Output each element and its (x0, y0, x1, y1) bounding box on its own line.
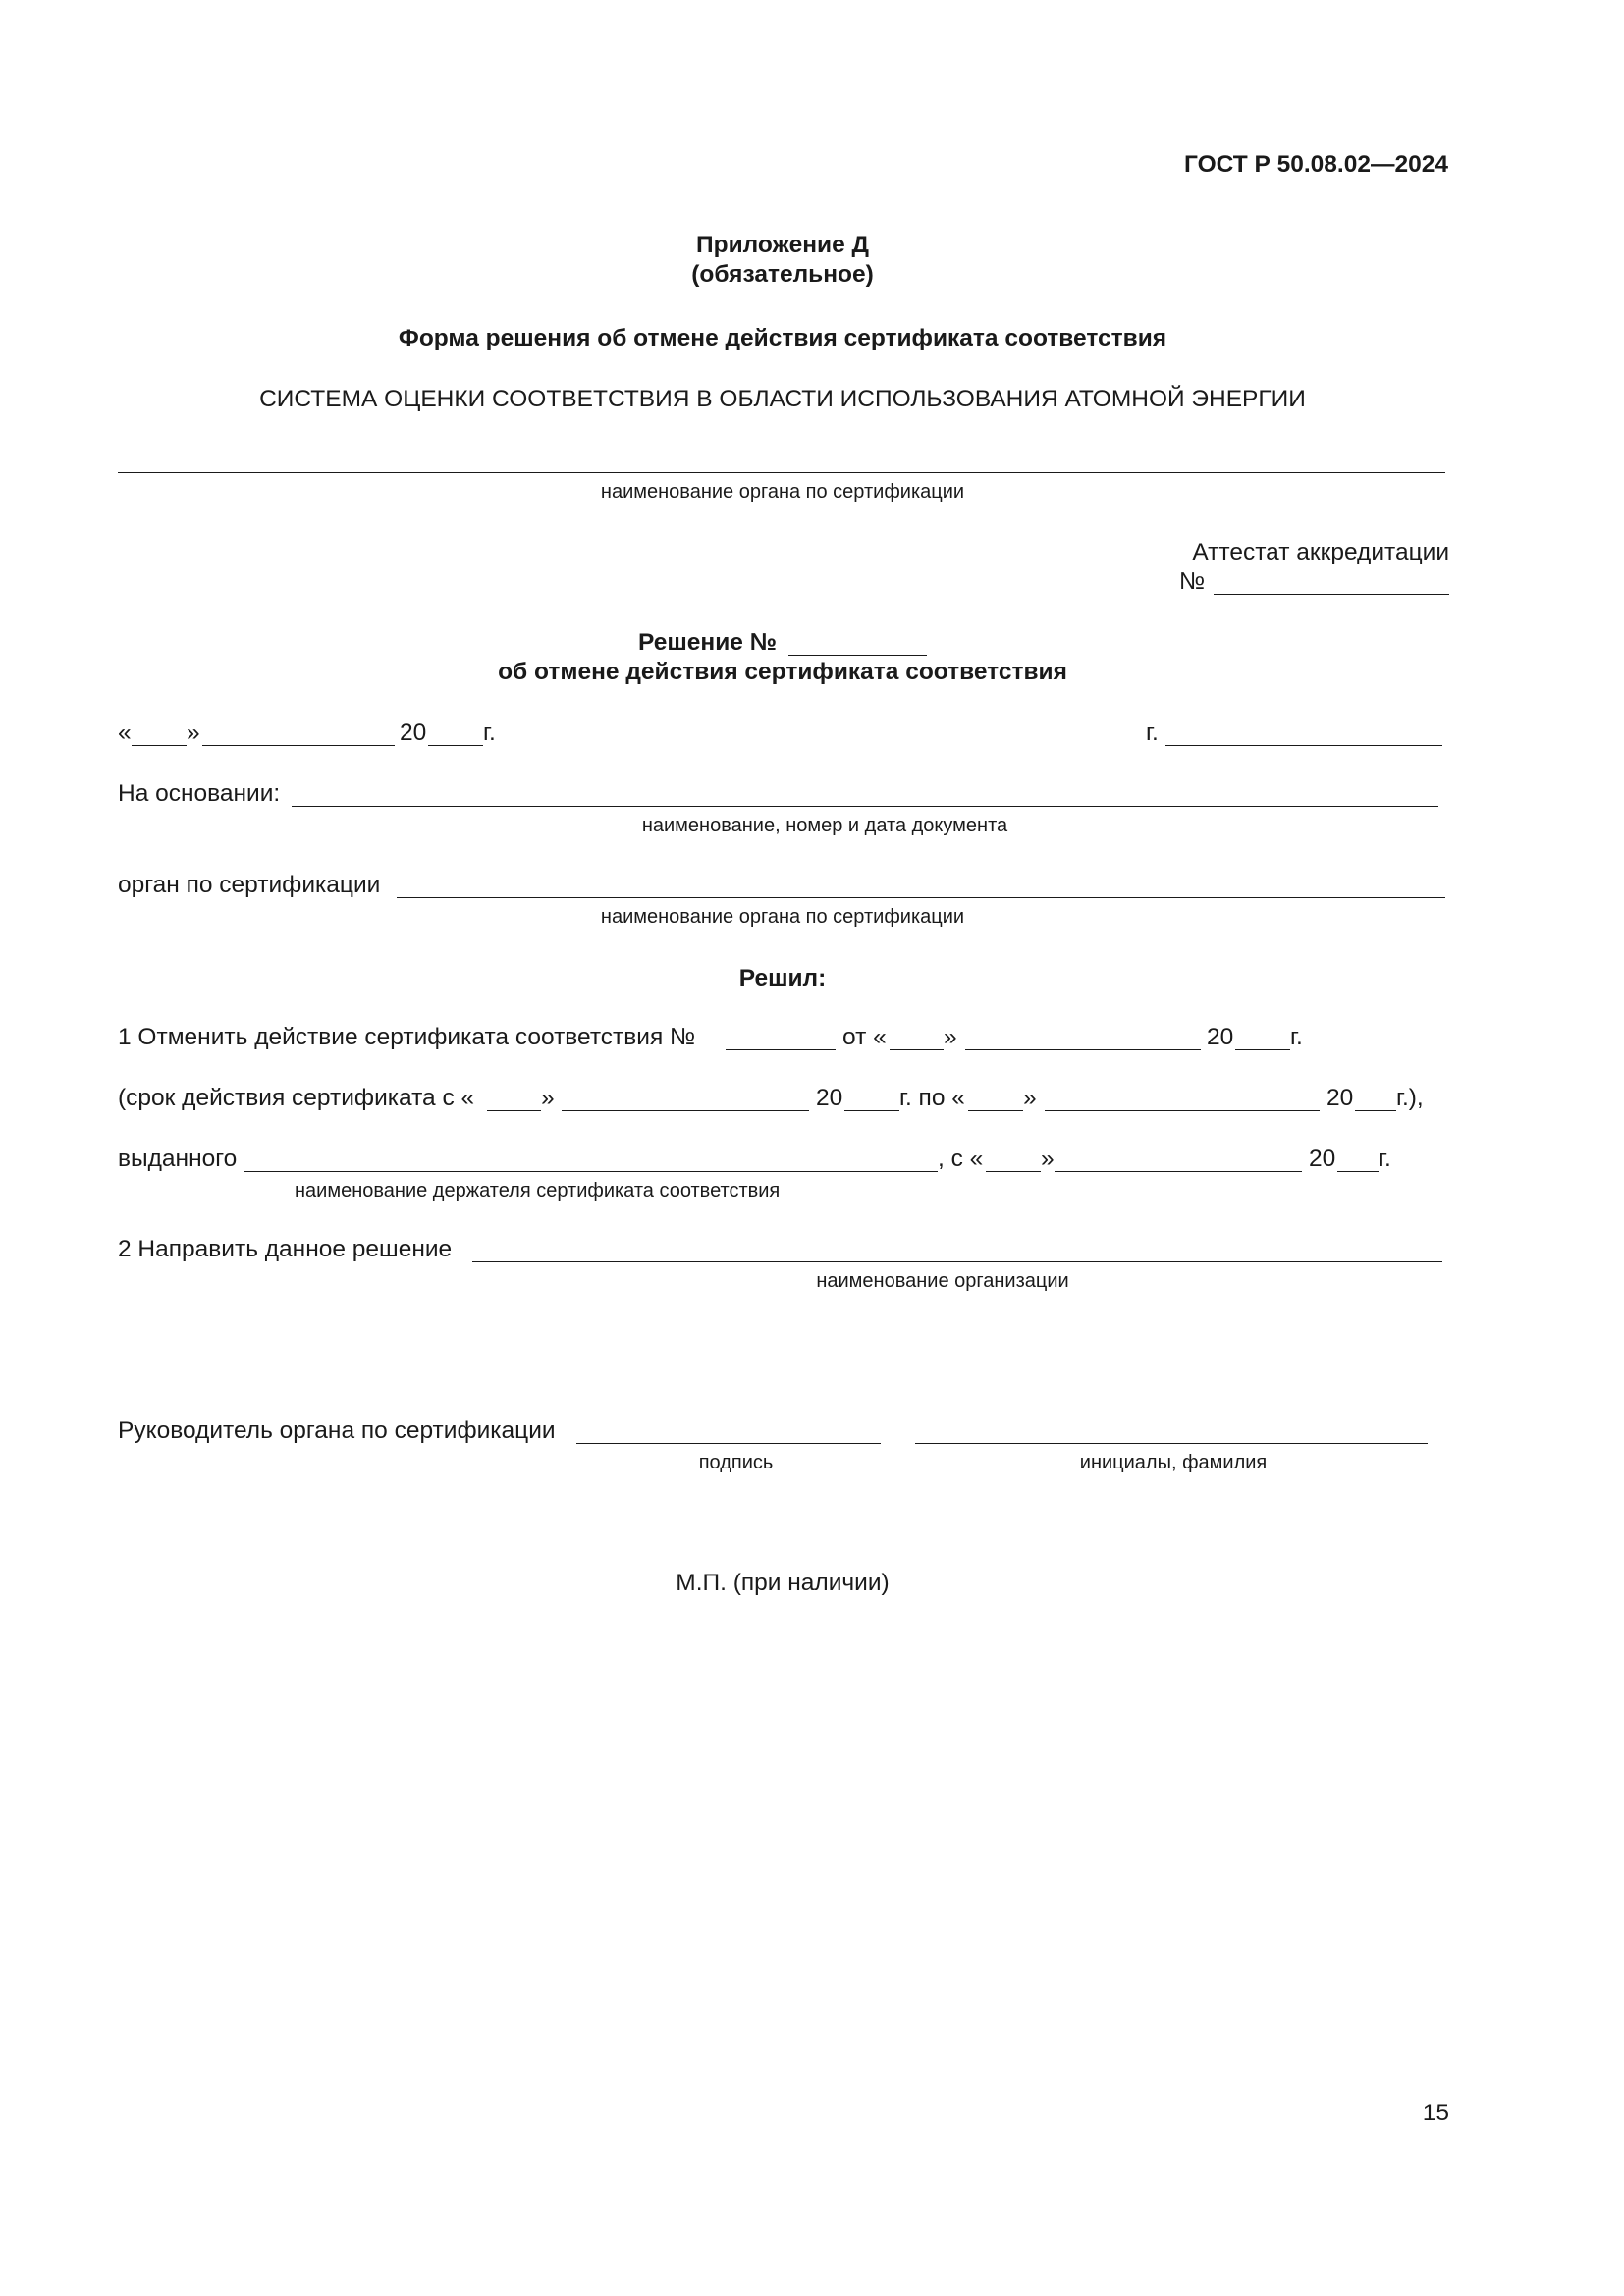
accreditation-number-label: № (1179, 568, 1206, 595)
signature-caption: подпись (698, 1452, 774, 1473)
cert-body-caption-2: наименование органа по сертификации (600, 906, 965, 928)
decision-subtitle: об отмене действия сертификата соответствия (498, 659, 1067, 685)
cert-body-blank (118, 472, 1445, 473)
cert-body-label: орган по сертификации (118, 872, 381, 898)
form-title: Форма решения об отмене действия сертификата соответствия (398, 325, 1167, 351)
decision-number-blank (788, 655, 927, 656)
item1-month-blank (965, 1049, 1201, 1050)
head-label: Руководитель органа по сертификации (118, 1417, 556, 1444)
system-name: СИСТЕМА ОЦЕНКИ СООТВЕТСТВИЯ В ОБЛАСТИ ИСПОЛЬЗОВАНИЯ АТОМНОЙ ЭНЕРГИИ (259, 386, 1306, 412)
item1-close-quote: » (944, 1024, 957, 1050)
item1-day-blank (890, 1049, 944, 1050)
issued-day-blank (986, 1171, 1041, 1172)
page-number: 15 (1422, 2100, 1449, 2126)
city-prefix: г. (1146, 720, 1159, 746)
standard-designation: ГОСТ Р 50.08.02—2024 (1184, 151, 1448, 178)
validity-day2-blank (968, 1110, 1023, 1111)
decision-label: Решение № (638, 629, 778, 656)
validity-year2-blank (1355, 1110, 1396, 1111)
organization-blank (472, 1261, 1442, 1262)
validity-end: г.), (1396, 1085, 1424, 1111)
issued-year-blank (1337, 1171, 1379, 1172)
certificate-number-blank (726, 1049, 836, 1050)
validity-year1-blank (844, 1110, 899, 1111)
validity-to: г. по « (899, 1085, 965, 1111)
name-caption: инициалы, фамилия (1079, 1452, 1268, 1473)
city-blank (1165, 745, 1442, 746)
accreditation-number-blank (1214, 594, 1449, 595)
date-day-blank (132, 745, 187, 746)
item1-from: от « (842, 1024, 887, 1050)
stamp-note: М.П. (при наличии) (676, 1570, 890, 1596)
issued-label: выданного (118, 1146, 238, 1172)
issued-month-blank (1055, 1171, 1302, 1172)
holder-blank (244, 1171, 938, 1172)
signature-blank (576, 1443, 881, 1444)
resolved-heading: Решил: (738, 965, 827, 991)
validity-month2-blank (1045, 1110, 1320, 1111)
validity-close2: » (1023, 1085, 1037, 1111)
document-caption: наименование, номер и дата документа (641, 815, 1008, 836)
item1-year: 20 (1207, 1024, 1234, 1050)
name-blank (915, 1443, 1428, 1444)
item1-year-end: г. (1290, 1024, 1303, 1050)
item1-text: 1 Отменить действие сертификата соответствия № (118, 1024, 696, 1050)
item2-text: 2 Направить данное решение (118, 1236, 453, 1262)
validity-year1: 20 (816, 1085, 843, 1111)
basis-blank (292, 806, 1438, 807)
issued-close-quote: » (1041, 1146, 1055, 1172)
basis-label: На основании: (118, 780, 281, 807)
date-open-quote: « (118, 720, 132, 746)
validity-month1-blank (562, 1110, 809, 1111)
appendix-status: (обязательное) (691, 261, 874, 288)
appendix-title: Приложение Д (696, 232, 869, 258)
date-year-prefix: 20 (400, 720, 427, 746)
issued-year: 20 (1309, 1146, 1336, 1172)
cert-body-caption: наименование органа по сертификации (600, 481, 965, 503)
date-month-blank (202, 745, 395, 746)
cert-body-line-blank (397, 897, 1445, 898)
validity-close1: » (541, 1085, 555, 1111)
date-close-quote: » (187, 720, 200, 746)
validity-year2: 20 (1326, 1085, 1354, 1111)
item1-year-blank (1235, 1049, 1290, 1050)
issued-year-end: г. (1379, 1146, 1391, 1172)
date-year-blank (428, 745, 483, 746)
date-year-suffix: г. (483, 720, 496, 746)
issued-comma-from: , с « (938, 1146, 984, 1172)
holder-caption: наименование держателя сертификата соответствия (295, 1180, 781, 1201)
organization-caption: наименование организации (816, 1270, 1069, 1292)
accreditation-label: Аттестат аккредитации (1192, 539, 1449, 565)
validity-day1-blank (487, 1110, 541, 1111)
validity-start: (срок действия сертификата с « (118, 1085, 475, 1111)
